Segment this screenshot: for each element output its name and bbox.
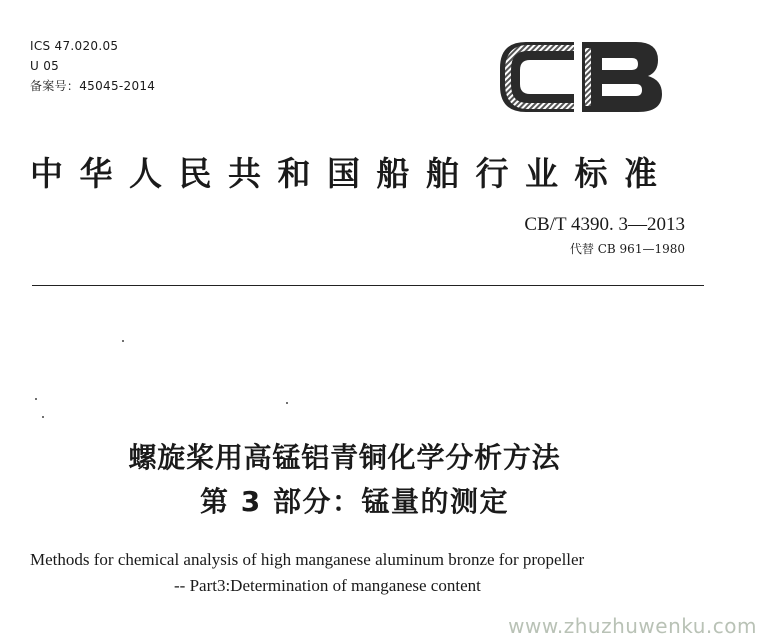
english-title-line-1: Methods for chemical analysis of high manganese aluminum bronze for propeller [30,550,585,569]
issuing-authority-title: 中华人民共和国船舶行业标准 [30,154,674,193]
scan-speck [122,340,124,342]
replaces-standard: 代替 CB 961—1980 [569,242,685,256]
chinese-title-line-1: 螺旋桨用高锰铝青铜化学分析方法 [128,441,561,474]
scan-speck [35,398,37,400]
scan-speck [42,416,44,418]
filing-number: 备案号：45045-2014 [30,79,156,93]
watermark: www.zhuzhuwenku.com [508,614,757,638]
scan-speck [286,402,288,404]
ics-code: ICS 47.020.05 [30,39,119,53]
cb-logo [496,34,666,120]
chinese-title-line-2: 第 3 部分：锰量的测定 [200,485,509,518]
header-divider [32,285,704,286]
document-meta [30,36,155,96]
classification-code: U 05 [30,59,60,73]
english-title-line-2: -- Part3:Determination of manganese content [174,576,481,595]
standard-number: CB/T 4390. 3—2013 [524,214,685,235]
